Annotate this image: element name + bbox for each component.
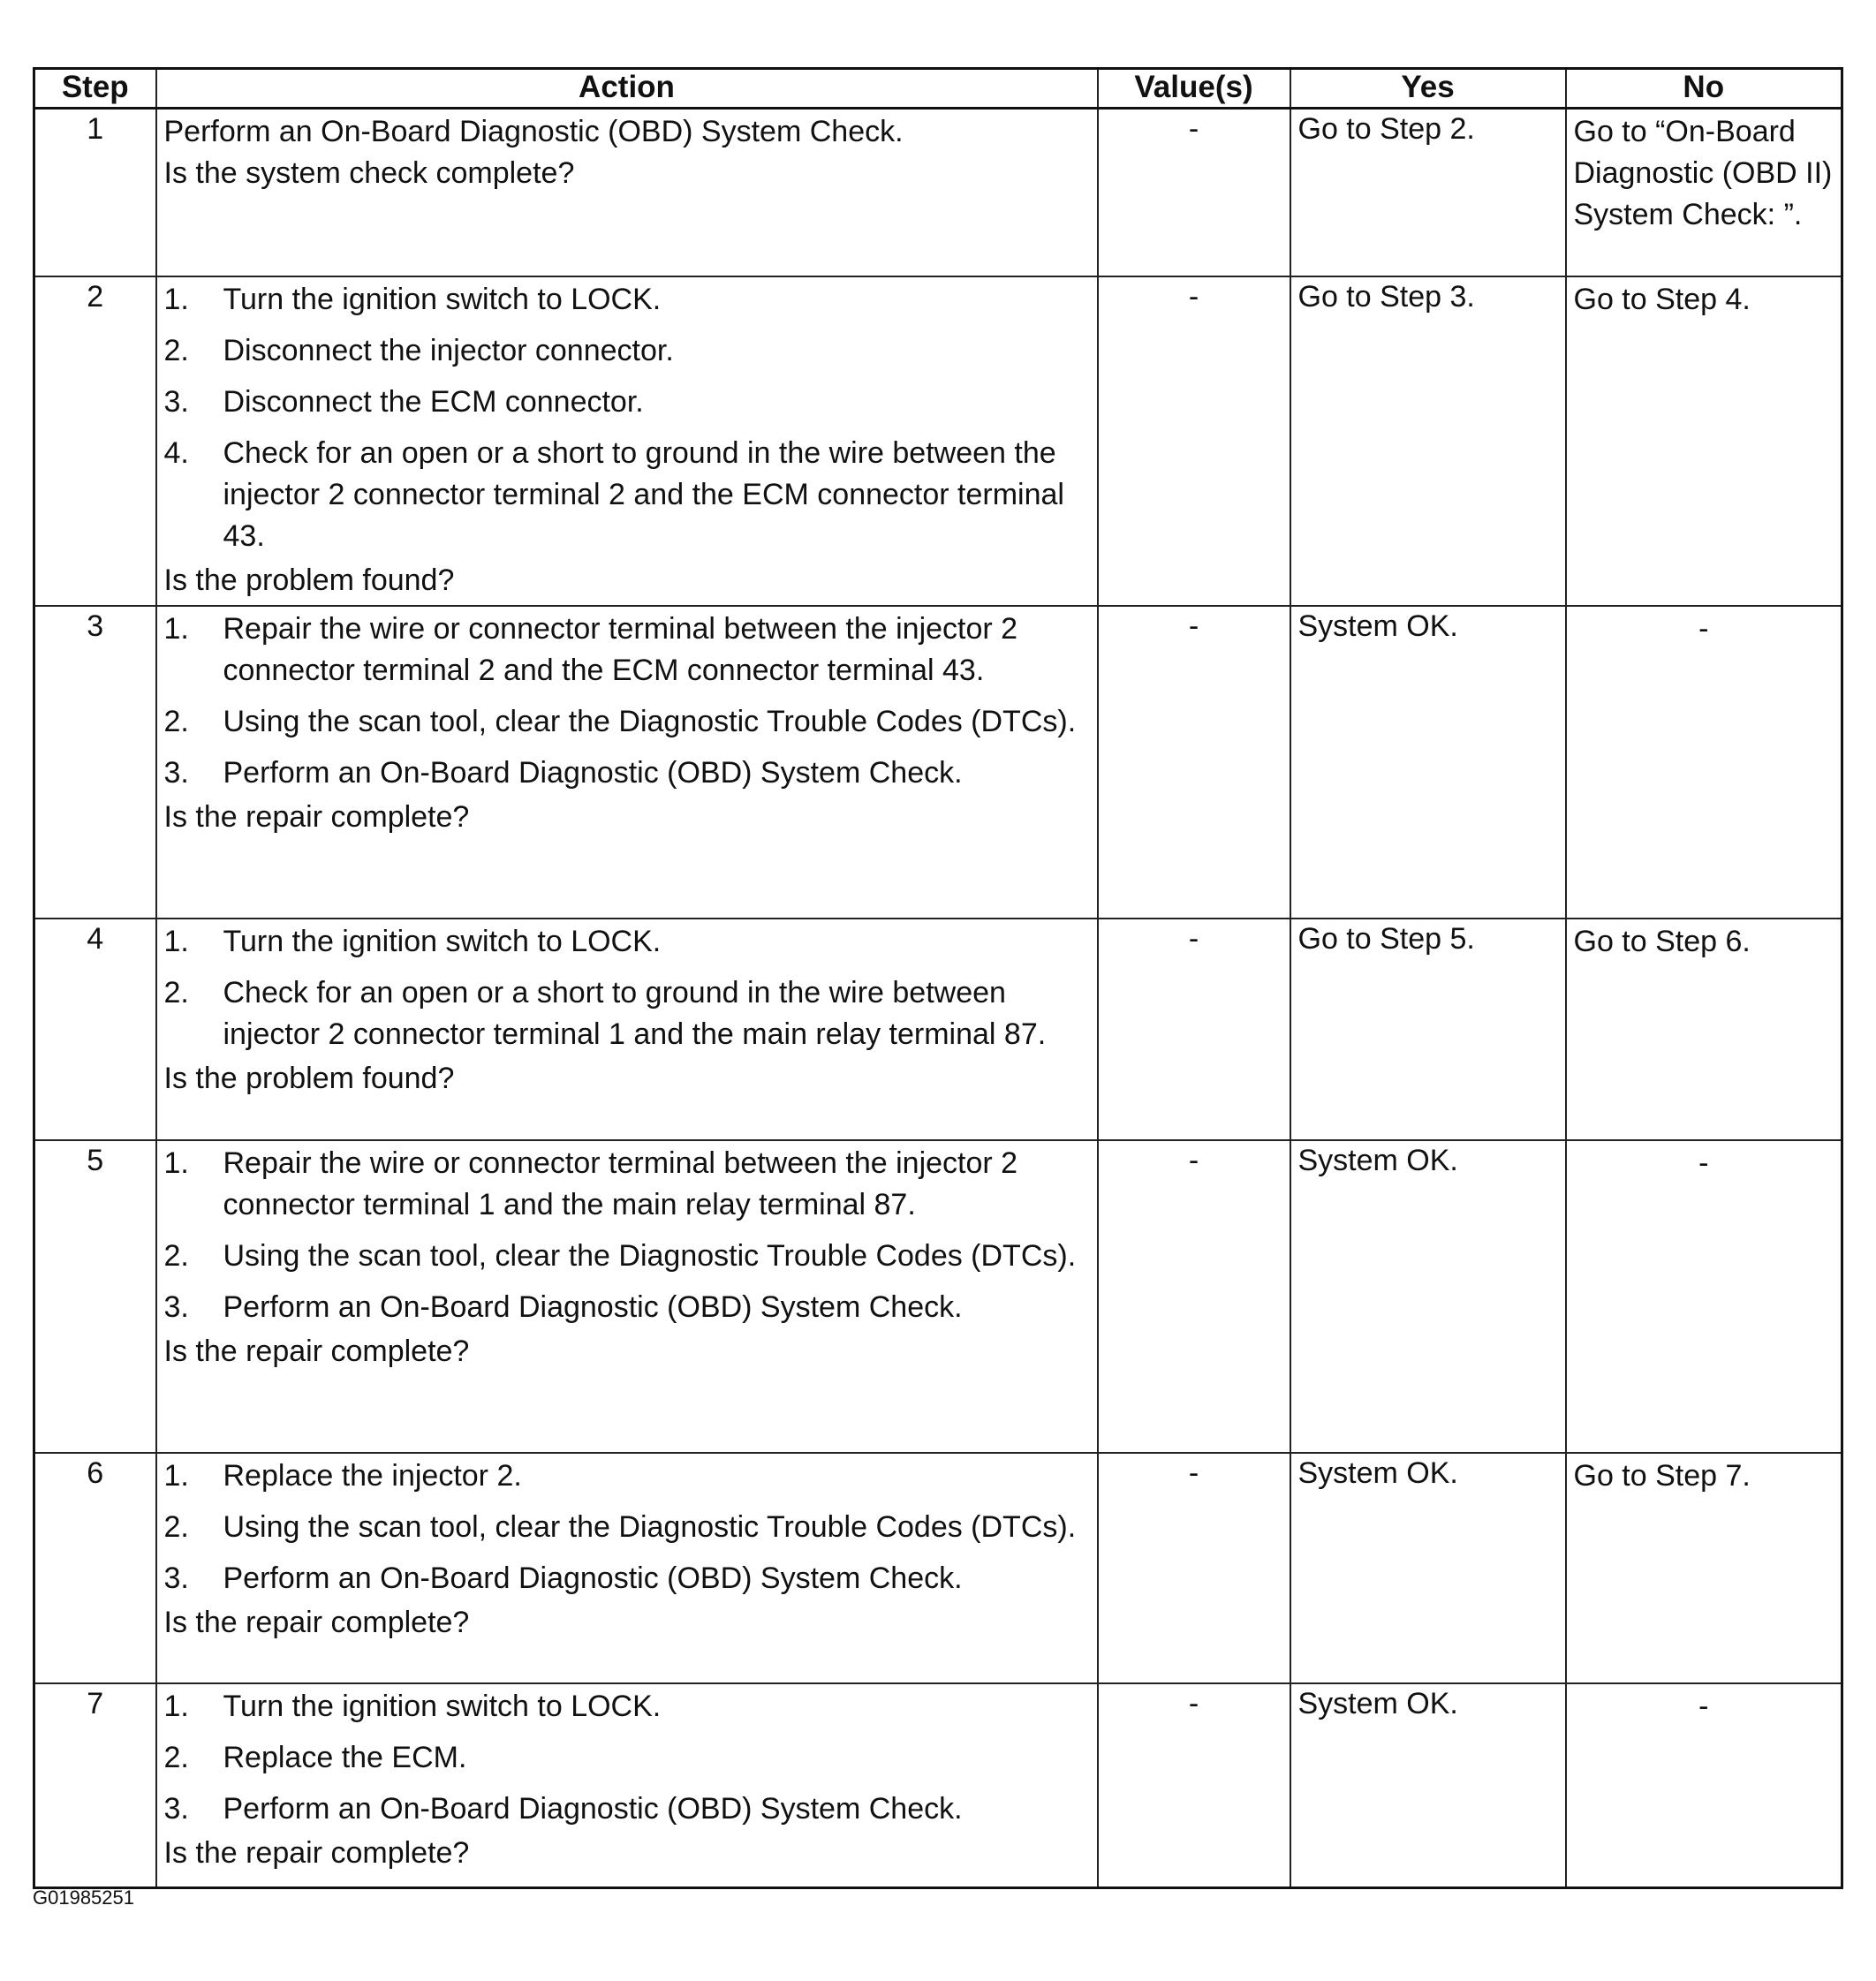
no-cell: Go to Step 4. [1566,276,1842,606]
action-question: Is the repair complete? [163,799,470,834]
list-item-number: 3. [163,755,189,790]
step-number: 7 [34,1683,156,1888]
list-item [164,1236,1090,1277]
list-item-number: 2. [163,1238,189,1273]
list-item-text: Replace the ECM. [223,1740,467,1774]
action-question: Is the problem found? [163,1061,455,1095]
list-item [164,1558,1090,1599]
no-cell: Go to “On-Board Diagnostic (OBD II) System Check: ”. [1566,109,1842,276]
table-row [34,276,1842,606]
action-steps-list [164,921,1090,1055]
list-item [164,1143,1090,1226]
list-item-text: Repair the wire or connector terminal between the injector 2 connector terminal 1 and the main relay terminal 87. [223,1146,1018,1221]
step-number: 5 [34,1140,156,1453]
value-cell: - [1098,276,1290,606]
list-item [164,752,1090,794]
action-cell [156,1683,1098,1888]
header-action: Action [156,69,1098,109]
list-item-text: Turn the ignition switch to LOCK. [223,1689,662,1723]
table-row [34,1140,1842,1453]
list-item [164,921,1090,963]
list-item-text: Replace the injector 2. [223,1458,522,1493]
list-item-number: 2. [163,975,189,1009]
yes-cell: System OK. [1290,1683,1566,1888]
value-cell: - [1098,919,1290,1140]
step-number: 3 [34,606,156,919]
figure-id: G01985251 [33,1886,134,1909]
list-item-number: 3. [163,1289,189,1324]
list-item-number: 1. [163,282,189,316]
action-text: Perform an On-Board Diagnostic (OBD) System Check. [163,115,904,148]
list-item-number: 1. [163,924,189,958]
list-item-number: 3. [163,1561,189,1595]
list-item [164,972,1090,1055]
list-item [164,1788,1090,1830]
yes-cell: Go to Step 3. [1290,276,1566,606]
list-item-text: Perform an On-Board Diagnostic (OBD) System Check. [223,1289,963,1324]
list-item-number: 2. [163,704,189,738]
no-cell: - [1566,606,1842,919]
header-no: No [1566,69,1842,109]
yes-cell: System OK. [1290,606,1566,919]
table-row [34,109,1842,276]
value-cell: - [1098,606,1290,919]
list-item-text: Using the scan tool, clear the Diagnostic Trouble Codes (DTCs). [223,704,1077,738]
list-item [164,279,1090,321]
list-item-text: Perform an On-Board Diagnostic (OBD) System Check. [223,755,963,790]
header-step: Step [34,69,156,109]
list-item-text: Check for an open or a short to ground in the wire between the injector 2 connector terminal 2 and the ECM connector terminal 43. [223,435,1064,553]
list-item-number: 3. [163,1791,189,1826]
value-cell: - [1098,1453,1290,1683]
action-cell [156,1453,1098,1683]
list-item [164,1287,1090,1328]
action-steps-list [164,1456,1090,1599]
list-item [164,1456,1090,1497]
list-item [164,433,1090,557]
list-item [164,330,1090,372]
action-cell [156,109,1098,276]
list-item-number: 1. [163,1146,189,1180]
list-item [164,382,1090,423]
action-text: Is the system check complete? [163,156,575,190]
list-item-number: 2. [163,1740,189,1774]
list-item [164,701,1090,743]
action-steps-list [164,1686,1090,1830]
list-item [164,1507,1090,1548]
yes-cell: System OK. [1290,1140,1566,1453]
step-number: 4 [34,919,156,1140]
no-cell: - [1566,1140,1842,1453]
list-item-number: 3. [163,384,189,419]
value-cell: - [1098,1140,1290,1453]
action-question: Is the repair complete? [163,1605,470,1639]
yes-cell: Go to Step 5. [1290,919,1566,1140]
action-question: Is the repair complete? [163,1334,470,1368]
table-row [34,606,1842,919]
list-item-text: Using the scan tool, clear the Diagnostic Trouble Codes (DTCs). [223,1509,1077,1544]
list-item-text: Turn the ignition switch to LOCK. [223,282,662,316]
header-values: Value(s) [1098,69,1290,109]
value-cell: - [1098,1683,1290,1888]
list-item-text: Repair the wire or connector terminal between the injector 2 connector terminal 2 and the ECM connector terminal 43. [223,611,1018,687]
list-item-text: Turn the ignition switch to LOCK. [223,924,662,958]
list-item-text: Disconnect the injector connector. [223,333,674,367]
no-cell: Go to Step 6. [1566,919,1842,1140]
list-item-text: Check for an open or a short to ground in the wire between injector 2 connector terminal 1 and the main relay terminal 87. [223,975,1047,1051]
list-item-text: Disconnect the ECM connector. [223,384,644,419]
table-row [34,919,1842,1140]
step-number: 6 [34,1453,156,1683]
action-cell [156,1140,1098,1453]
action-question: Is the repair complete? [163,1835,470,1870]
list-item [164,609,1090,692]
no-cell: Go to Step 7. [1566,1453,1842,1683]
list-item-number: 2. [163,1509,189,1544]
table-row [34,1683,1842,1888]
table-body [34,109,1842,1888]
step-number: 2 [34,276,156,606]
action-steps-list [164,609,1090,794]
action-cell [156,919,1098,1140]
action-steps-list [164,279,1090,557]
list-item-number: 1. [163,1458,189,1493]
list-item-text: Perform an On-Board Diagnostic (OBD) System Check. [223,1791,963,1826]
action-cell [156,606,1098,919]
list-item-number: 2. [163,333,189,367]
action-steps-list [164,1143,1090,1328]
list-item-text: Perform an On-Board Diagnostic (OBD) System Check. [223,1561,963,1595]
action-cell [156,276,1098,606]
list-item-number: 4. [163,435,189,470]
header-yes: Yes [1290,69,1566,109]
diagnostic-table [33,67,1843,1889]
step-number: 1 [34,109,156,276]
list-item-number: 1. [163,1689,189,1723]
list-item-number: 1. [163,611,189,646]
no-cell: - [1566,1683,1842,1888]
table-header-row [34,69,1842,109]
yes-cell: System OK. [1290,1453,1566,1683]
yes-cell: Go to Step 2. [1290,109,1566,276]
value-cell: - [1098,109,1290,276]
list-item [164,1686,1090,1728]
list-item [164,1737,1090,1779]
table-row [34,1453,1842,1683]
list-item-text: Using the scan tool, clear the Diagnostic Trouble Codes (DTCs). [223,1238,1077,1273]
action-question: Is the problem found? [163,563,455,597]
